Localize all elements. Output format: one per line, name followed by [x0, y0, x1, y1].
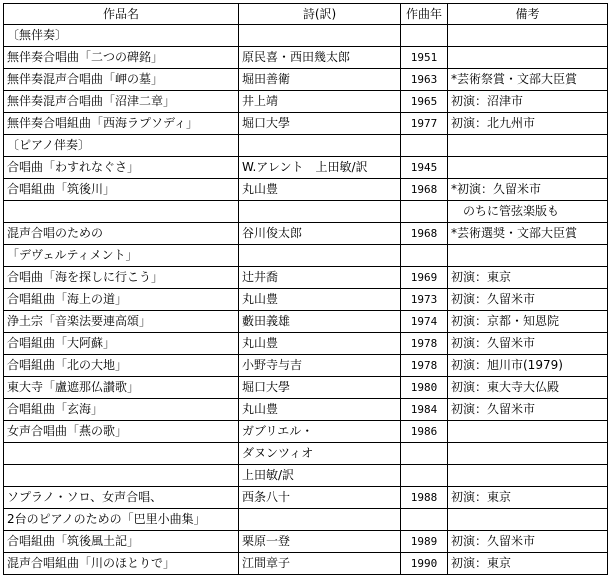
- cell-title: 無伴奏混声合唱曲「沼津二章」: [4, 91, 239, 113]
- cell-notes: 初演：東京: [448, 553, 608, 575]
- table-row: [4, 113, 608, 135]
- cell-notes: [448, 47, 608, 69]
- cell-notes: 初演：久留米市: [448, 333, 608, 355]
- cell-year: 1986: [401, 421, 448, 443]
- table-row: [4, 157, 608, 179]
- table-row: [4, 355, 608, 377]
- cell-notes: [448, 135, 608, 157]
- table-row: [4, 179, 608, 201]
- cell-notes: [448, 245, 608, 267]
- cell-lyrics: 江間章子: [239, 553, 401, 575]
- cell-year: [401, 465, 448, 487]
- cell-year: 1969: [401, 267, 448, 289]
- cell-title: 合唱組曲「玄海」: [4, 399, 239, 421]
- cell-title: 混声合唱のための: [4, 223, 239, 245]
- cell-title: 合唱曲「わすれなぐさ」: [4, 157, 239, 179]
- table-row: [4, 531, 608, 553]
- cell-notes: 初演：久留米市: [448, 289, 608, 311]
- table-row: [4, 267, 608, 289]
- cell-title: 女声合唱曲「燕の歌」: [4, 421, 239, 443]
- cell-lyrics: W.アレント 上田敏/訳: [239, 157, 401, 179]
- cell-title: ソプラノ・ソロ、女声合唱、: [4, 487, 239, 509]
- table-row: [4, 47, 608, 69]
- cell-notes: [448, 421, 608, 443]
- cell-title: 2台のピアノのための「巴里小曲集」: [4, 509, 239, 531]
- cell-year: [401, 509, 448, 531]
- cell-lyrics: 栗原一登: [239, 531, 401, 553]
- cell-year: 1984: [401, 399, 448, 421]
- cell-lyrics: 小野寺与吉: [239, 355, 401, 377]
- cell-lyrics: 上田敏/訳: [239, 465, 401, 487]
- table-row: [4, 311, 608, 333]
- cell-lyrics: 谷川俊太郎: [239, 223, 401, 245]
- cell-notes: [448, 157, 608, 179]
- cell-title: 「デヴェルティメント」: [4, 245, 239, 267]
- cell-lyrics: 堀口大學: [239, 113, 401, 135]
- cell-lyrics: 藪田義雄: [239, 311, 401, 333]
- cell-notes: 初演：北九州市: [448, 113, 608, 135]
- cell-year: 1965: [401, 91, 448, 113]
- cell-notes: 初演：久留米市: [448, 399, 608, 421]
- cell-title: 無伴奏合唱組曲「西海ラプソディ」: [4, 113, 239, 135]
- cell-title: 〔ピアノ伴奏〕: [4, 135, 239, 157]
- table-row: [4, 135, 608, 157]
- table-row: [4, 487, 608, 509]
- cell-notes: 初演：東大寺大仏殿: [448, 377, 608, 399]
- cell-lyrics: 原民喜・西田幾太郎: [239, 47, 401, 69]
- table-row: [4, 201, 608, 223]
- header-row: [4, 4, 608, 25]
- cell-year: 1945: [401, 157, 448, 179]
- cell-notes: 初演：久留米市: [448, 531, 608, 553]
- table-row: [4, 245, 608, 267]
- cell-lyrics: [239, 245, 401, 267]
- cell-year: 1968: [401, 179, 448, 201]
- cell-notes: 初演：沼津市: [448, 91, 608, 113]
- cell-year: 1968: [401, 223, 448, 245]
- cell-notes: [448, 443, 608, 465]
- works-table: [3, 3, 608, 575]
- cell-lyrics: [239, 201, 401, 223]
- table-row: [4, 333, 608, 355]
- cell-lyrics: 丸山豊: [239, 333, 401, 355]
- table-row: [4, 443, 608, 465]
- cell-title: [4, 465, 239, 487]
- cell-title: 合唱組曲「北の大地」: [4, 355, 239, 377]
- cell-notes: [448, 509, 608, 531]
- table-row: [4, 509, 608, 531]
- cell-year: 1978: [401, 355, 448, 377]
- cell-lyrics: [239, 135, 401, 157]
- cell-title: 混声合唱組曲「川のほとりで」: [4, 553, 239, 575]
- cell-year: [401, 443, 448, 465]
- cell-notes: [448, 25, 608, 47]
- cell-title: [4, 201, 239, 223]
- header-lyrics: 詩(訳): [239, 4, 401, 25]
- table-row: [4, 421, 608, 443]
- cell-lyrics: ダヌンツィオ: [239, 443, 401, 465]
- cell-title: [4, 443, 239, 465]
- cell-year: [401, 25, 448, 47]
- cell-year: 1963: [401, 69, 448, 91]
- table-row: [4, 465, 608, 487]
- cell-notes: のちに管弦楽版も: [448, 201, 608, 223]
- cell-notes: 初演：東京: [448, 267, 608, 289]
- table-row: [4, 91, 608, 113]
- cell-title: 合唱組曲「大阿蘇」: [4, 333, 239, 355]
- cell-notes: *芸術祭賞・文部大臣賞: [448, 69, 608, 91]
- cell-year: 1980: [401, 377, 448, 399]
- cell-year: 1977: [401, 113, 448, 135]
- cell-notes: [448, 465, 608, 487]
- cell-notes: 初演：旭川市(1979): [448, 355, 608, 377]
- cell-title: 〔無伴奏〕: [4, 25, 239, 47]
- table-row: [4, 377, 608, 399]
- cell-year: 1978: [401, 333, 448, 355]
- cell-lyrics: ガブリエル・: [239, 421, 401, 443]
- cell-lyrics: [239, 25, 401, 47]
- header-title: 作品名: [4, 4, 239, 25]
- table-row: [4, 69, 608, 91]
- cell-year: [401, 135, 448, 157]
- cell-year: 1988: [401, 487, 448, 509]
- cell-title: 合唱組曲「海上の道」: [4, 289, 239, 311]
- works-table-body: [4, 25, 608, 575]
- header-notes: 備考: [448, 4, 608, 25]
- cell-title: 合唱組曲「筑後川」: [4, 179, 239, 201]
- cell-title: 東大寺「盧遮那仏讃歌」: [4, 377, 239, 399]
- cell-lyrics: [239, 509, 401, 531]
- cell-lyrics: 井上靖: [239, 91, 401, 113]
- header-year: 作曲年: [401, 4, 448, 25]
- table-row: [4, 399, 608, 421]
- cell-year: 1990: [401, 553, 448, 575]
- cell-lyrics: 丸山豊: [239, 289, 401, 311]
- cell-year: 1973: [401, 289, 448, 311]
- cell-lyrics: 西条八十: [239, 487, 401, 509]
- cell-lyrics: 丸山豊: [239, 179, 401, 201]
- cell-lyrics: 辻井喬: [239, 267, 401, 289]
- cell-notes: *芸術選奨・文部大臣賞: [448, 223, 608, 245]
- cell-lyrics: 堀田善衛: [239, 69, 401, 91]
- cell-title: 浄土宗「音楽法要連高頌」: [4, 311, 239, 333]
- cell-title: 合唱組曲「筑後風土記」: [4, 531, 239, 553]
- cell-notes: 初演：京都・知恩院: [448, 311, 608, 333]
- cell-lyrics: 丸山豊: [239, 399, 401, 421]
- table-row: [4, 25, 608, 47]
- cell-year: [401, 245, 448, 267]
- cell-year: [401, 201, 448, 223]
- cell-year: 1989: [401, 531, 448, 553]
- works-table-container: [3, 3, 608, 575]
- cell-year: 1974: [401, 311, 448, 333]
- cell-lyrics: 堀口大學: [239, 377, 401, 399]
- table-row: [4, 223, 608, 245]
- cell-title: 合唱曲「海を探しに行こう」: [4, 267, 239, 289]
- table-row: [4, 553, 608, 575]
- cell-notes: *初演：久留米市: [448, 179, 608, 201]
- cell-title: 無伴奏混声合唱曲「岬の墓」: [4, 69, 239, 91]
- cell-year: 1951: [401, 47, 448, 69]
- cell-title: 無伴奏合唱曲「二つの碑銘」: [4, 47, 239, 69]
- cell-notes: 初演：東京: [448, 487, 608, 509]
- table-row: [4, 289, 608, 311]
